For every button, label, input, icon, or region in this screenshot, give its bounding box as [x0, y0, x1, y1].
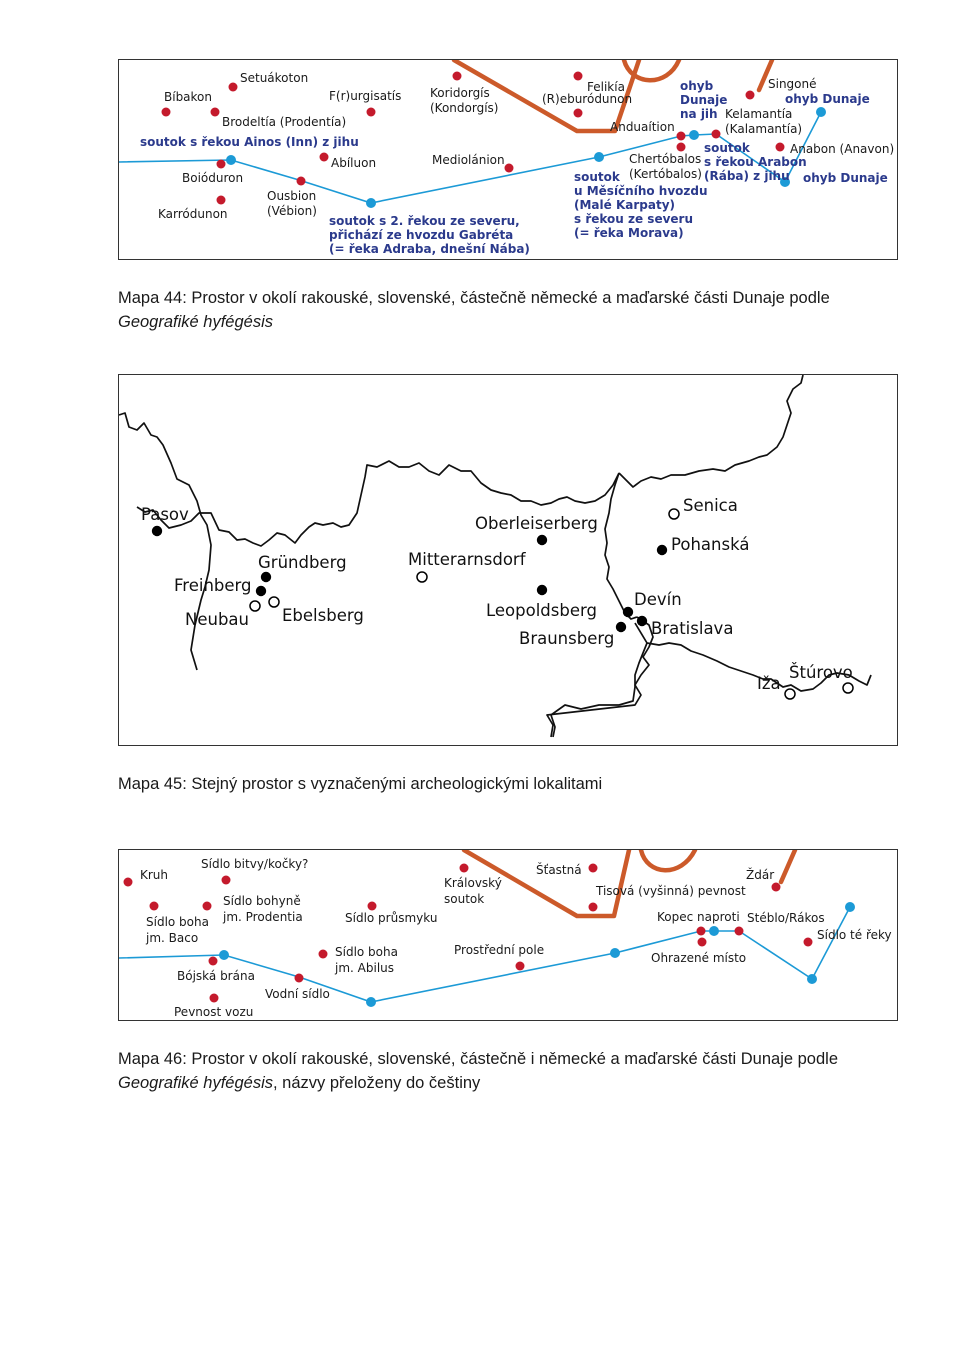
place-label: Setuákoton — [240, 71, 309, 85]
river-bend-dot — [689, 130, 699, 140]
settlement-dot — [677, 132, 686, 141]
settlement-dot — [319, 950, 328, 959]
place-label: jm. Baco — [146, 931, 199, 945]
site-label: Bratislava — [651, 619, 734, 638]
place-label: Sídlo té řeky — [817, 928, 892, 942]
river-bend-dot — [816, 107, 826, 117]
caption-rest: , názvy přeloženy do češtiny — [273, 1074, 481, 1092]
site-label: Iža — [757, 674, 781, 693]
settlement-dot — [589, 864, 598, 873]
settlement-dot — [574, 109, 583, 118]
place-label: Anduaítion — [610, 120, 675, 134]
settlement-dot — [162, 108, 171, 117]
settlement-dot — [210, 994, 219, 1003]
river-note: s řekou Arabon — [704, 155, 807, 169]
place-label: Boióduron — [182, 171, 244, 185]
caption-italic: Geografiké hyfégésis — [118, 313, 274, 331]
site-label: Pohanská — [671, 535, 750, 554]
river-dot — [807, 974, 817, 984]
site-filled-dot — [657, 545, 667, 555]
place-label: Koridorgís — [430, 86, 490, 100]
map-46-canvas — [119, 850, 897, 1020]
river-confluence-dot — [366, 198, 376, 208]
site-open-dot — [669, 509, 679, 519]
place-label: Chertóbalos — [629, 152, 702, 166]
place-label: Felikía — [587, 80, 625, 94]
settlement-dot — [746, 91, 755, 100]
place-label: Sídlo průsmyku — [345, 911, 438, 925]
place-label: (Kalamantía) — [725, 122, 803, 136]
road-line — [781, 850, 795, 882]
caption-text: Mapa 46: Prostor v okolí rakouské, slovenské, částečně i německé a maďarské části Dunaje podle — [118, 1050, 838, 1068]
place-label: (Vébion) — [267, 204, 317, 218]
settlement-dot — [516, 962, 525, 971]
settlement-dot — [124, 878, 133, 887]
place-label: Brodeltía (Prodentía) — [222, 115, 347, 129]
site-label: Ebelsberg — [282, 606, 364, 625]
place-label: Kruh — [140, 868, 169, 882]
site-label: Leopoldsberg — [486, 601, 597, 620]
place-label: Sídlo bitvy/kočky? — [201, 857, 309, 871]
river-dot — [709, 926, 719, 936]
site-label: Braunsberg — [519, 629, 615, 648]
place-label: (Kondorgís) — [430, 101, 499, 115]
place-label: Bójská brána — [177, 969, 255, 983]
site-label: Senica — [683, 496, 738, 515]
place-label: Ždár — [746, 868, 775, 882]
site-filled-dot — [537, 585, 547, 595]
river-dot — [845, 902, 855, 912]
site-open-dot — [843, 683, 853, 693]
place-label: Abíluon — [331, 156, 377, 170]
place-label: Královský — [444, 876, 502, 890]
settlement-dot — [804, 938, 813, 947]
settlement-dot — [460, 864, 469, 873]
place-label: jm. Prodentia — [223, 910, 303, 924]
river-confluence-dot — [226, 155, 236, 165]
site-filled-dot — [537, 535, 547, 545]
river-dot — [610, 948, 620, 958]
settlement-dot — [368, 902, 377, 911]
river-note: s řekou ze severu — [574, 212, 694, 226]
site-filled-dot — [616, 622, 626, 632]
state-border — [619, 375, 803, 487]
settlement-dot — [203, 902, 212, 911]
river-note: soutok — [574, 170, 620, 184]
place-label: Pevnost vozu — [174, 1005, 254, 1019]
river-note: (Rába) z jihu — [704, 169, 790, 183]
place-label: Karródunon — [158, 207, 228, 221]
place-label: Tisová (vyšinná) pevnost — [596, 884, 746, 898]
caption-text: Mapa 44: Prostor v okolí rakouské, slovenské, částečně německé a maďarské části Dunaje podle — [118, 289, 830, 307]
site-filled-dot — [261, 572, 271, 582]
place-label: Vodní sídlo — [265, 987, 330, 1001]
place-label: Bíbakon — [164, 90, 213, 104]
settlement-dot — [589, 903, 598, 912]
road-loop — [641, 850, 695, 870]
settlement-dot — [677, 143, 686, 152]
state-border — [119, 413, 211, 670]
map-44 — [118, 59, 898, 260]
site-label: Mitterarnsdorf — [408, 550, 526, 569]
site-label: Freinberg — [174, 576, 252, 595]
settlement-dot — [217, 196, 226, 205]
site-filled-dot — [152, 526, 162, 536]
river-note: soutok — [704, 141, 750, 155]
place-label: Sídlo bohyně — [223, 894, 301, 908]
map-45-canvas — [119, 375, 897, 745]
settlement-dot — [229, 83, 238, 92]
settlement-dot — [697, 927, 706, 936]
settlement-dot — [772, 883, 781, 892]
site-open-dot — [250, 601, 260, 611]
settlement-dot — [776, 143, 785, 152]
site-open-dot — [785, 689, 795, 699]
river-note: soutok s řekou Ainos (Inn) z jihu — [140, 135, 359, 149]
settlement-dot — [698, 938, 707, 947]
site-label: Devín — [634, 590, 682, 609]
place-label: (Kertóbalos) — [629, 167, 702, 181]
river-note: přichází ze hvozdu Gabréta — [329, 228, 514, 242]
place-label: Šťastná — [536, 863, 582, 877]
place-label: Singoné — [768, 77, 817, 91]
river-note: soutok s 2. řekou ze severu, — [329, 214, 520, 228]
place-label: Mediolánion — [432, 153, 505, 167]
place-label: (R)eburódunon — [542, 92, 633, 106]
site-filled-dot — [256, 586, 266, 596]
settlement-dot — [211, 108, 220, 117]
caption-map-45 — [118, 772, 898, 796]
map-46 — [118, 849, 898, 1021]
river-dot — [219, 950, 229, 960]
site-label: Oberleiserberg — [475, 514, 598, 533]
state-border — [605, 473, 637, 619]
settlement-dot — [367, 108, 376, 117]
site-label: Neubau — [185, 610, 249, 629]
site-filled-dot — [623, 607, 633, 617]
place-label: Kopec naproti — [657, 910, 740, 924]
river-note: u Měsíčního hvozdu — [574, 184, 708, 198]
site-open-dot — [417, 572, 427, 582]
place-label: Prostřední pole — [454, 943, 545, 957]
place-label: Kelamantía — [725, 107, 793, 121]
site-label: Štúrovo — [789, 663, 853, 682]
settlement-dot — [453, 72, 462, 81]
river-note: Dunaje — [680, 93, 728, 107]
caption-map-44 — [118, 286, 898, 334]
place-label: Sídlo boha — [335, 945, 398, 959]
site-label: Pasov — [141, 505, 189, 524]
settlement-dot — [217, 160, 226, 169]
river-note: (= řeka Morava) — [574, 226, 684, 240]
place-label: Anabon (Anavon) — [790, 142, 895, 156]
settlement-dot — [150, 902, 159, 911]
place-label: Sídlo boha — [146, 915, 209, 929]
settlement-dot — [735, 927, 744, 936]
place-label: soutok — [444, 892, 485, 906]
river-note: ohyb — [680, 79, 714, 93]
caption-text: Mapa 45: Stejný prostor s vyznačenými archeologickými lokalitami — [118, 775, 603, 793]
river-note: ohyb Dunaje — [785, 92, 870, 106]
settlement-dot — [320, 153, 329, 162]
settlement-dot — [574, 72, 583, 81]
river-note: na jih — [680, 107, 718, 121]
site-filled-dot — [637, 616, 647, 626]
place-label: Ohrazené místo — [651, 951, 747, 965]
place-label: jm. Abilus — [335, 961, 395, 975]
settlement-dot — [712, 130, 721, 139]
map-44-canvas — [119, 60, 897, 259]
caption-map-46 — [118, 1047, 898, 1095]
map-45 — [118, 374, 898, 746]
river-confluence-dot — [594, 152, 604, 162]
settlement-dot — [297, 177, 306, 186]
place-label: Stéblo/Rákos — [747, 911, 825, 925]
place-label: Ousbion — [267, 189, 317, 203]
settlement-dot — [505, 164, 514, 173]
river-note: (= řeka Adraba, dnešní Nába) — [329, 242, 530, 256]
state-border — [551, 643, 647, 737]
river-dot — [366, 997, 376, 1007]
site-open-dot — [269, 597, 279, 607]
settlement-dot — [209, 957, 218, 966]
site-label: Gründberg — [258, 553, 347, 572]
river-note: (Malé Karpaty) — [574, 198, 675, 212]
settlement-dot — [222, 876, 231, 885]
place-label: F(r)urgisatís — [329, 89, 402, 103]
caption-italic: Geografiké hyfégésis — [118, 1074, 274, 1092]
river-note: ohyb Dunaje — [803, 171, 888, 185]
settlement-dot — [295, 974, 304, 983]
